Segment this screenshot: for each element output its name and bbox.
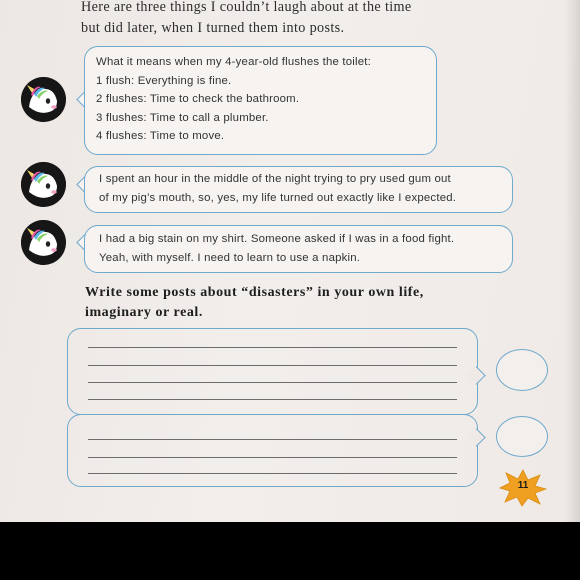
unicorn-avatar-icon [21, 77, 66, 122]
writing-line[interactable] [88, 399, 457, 400]
writing-line[interactable] [88, 347, 457, 348]
writing-line[interactable] [88, 382, 457, 383]
post-bubble [84, 46, 437, 155]
intro-line: Here are three things I couldn’t laugh about at the time [81, 0, 412, 15]
unicorn-avatar-icon [21, 220, 66, 265]
write-in-box[interactable] [67, 414, 478, 487]
writing-line[interactable] [88, 439, 457, 440]
post-bubble [84, 225, 513, 273]
writing-line[interactable] [88, 457, 457, 458]
writing-line[interactable] [88, 365, 457, 366]
post-line: 3 flushes: Time to call a plumber. [96, 111, 269, 124]
post-line: What it means when my 4-year-old flushes the toilet: [96, 56, 372, 68]
intro-text [81, 0, 501, 39]
post-line: 4 flushes: Time to move. [96, 130, 225, 143]
writing-line[interactable] [88, 473, 457, 474]
prompt-line: Write some posts about “disasters” in your own life, [85, 285, 424, 300]
post-bubble [84, 166, 513, 213]
post-line: I spent an hour in the middle of the night trying to pry used gum out [99, 173, 451, 185]
prompt-line: imaginary or real. [85, 305, 203, 320]
intro-line: but did later, when I turned them into posts. [81, 20, 345, 36]
writing-prompt [85, 283, 485, 323]
write-in-box[interactable] [67, 328, 478, 415]
post-line: 2 flushes: Time to check the bathroom. [96, 93, 300, 106]
post-line: Yeah, with myself. I need to learn to use a napkin. [99, 251, 361, 264]
page-number: 11 [517, 480, 529, 491]
post-line: I had a big stain on my shirt. Someone asked if I was in a food fight. [99, 233, 455, 245]
unicorn-avatar-icon [21, 162, 66, 207]
avatar-placeholder-oval[interactable] [496, 349, 548, 391]
post-line: of my pig’s mouth, so, yes, my life turned out exactly like I expected. [99, 191, 457, 204]
avatar-placeholder-oval[interactable] [496, 416, 548, 457]
post-line: 1 flush: Everything is fine. [96, 74, 232, 87]
